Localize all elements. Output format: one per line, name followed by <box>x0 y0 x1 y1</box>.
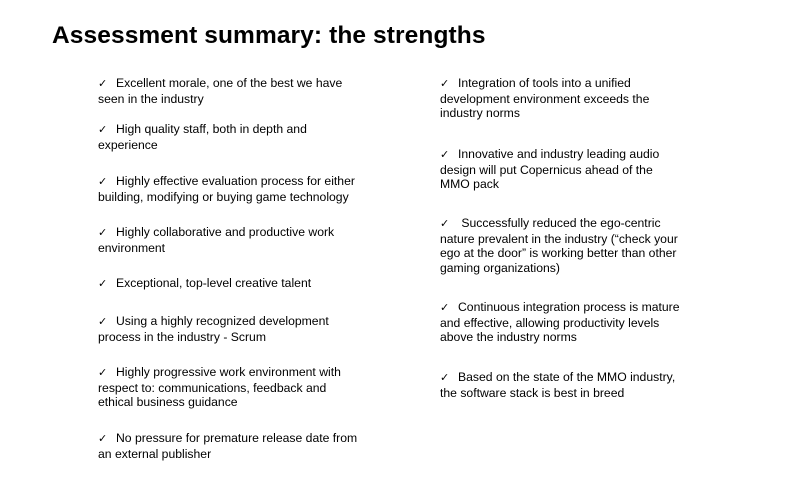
strength-text: Continuous integration process is mature and effective, allowing productivity levels above the industry norms <box>440 300 680 344</box>
checkmark-icon: ✓ <box>440 218 450 230</box>
checkmark-icon: ✓ <box>98 176 108 188</box>
strength-text: Integration of tools into a unified development environment exceeds the industry norms <box>440 76 650 120</box>
checkmark-icon: ✓ <box>440 372 450 384</box>
strength-item-scrum <box>98 314 329 344</box>
checkmark-icon: ✓ <box>440 78 450 90</box>
strength-text: Innovative and industry leading audio design will put Copernicus ahead of the MMO pack <box>440 147 660 191</box>
strength-item-staff <box>98 122 307 152</box>
strength-item-software-stack <box>440 370 675 400</box>
checkmark-icon: ✓ <box>98 433 108 445</box>
strength-item-ego <box>440 216 678 275</box>
strength-text: Successfully reduced the ego-centric nature prevalent in the industry (“check your ego at the door” is working better than other gaming organizations) <box>440 216 678 275</box>
checkmark-icon: ✓ <box>98 78 108 90</box>
checkmark-icon: ✓ <box>440 302 450 314</box>
strength-text: Exceptional, top-level creative talent <box>116 276 312 290</box>
strength-text: No pressure for premature release date from an external publisher <box>98 431 358 461</box>
checkmark-icon: ✓ <box>440 149 450 161</box>
strength-item-morale <box>98 76 342 106</box>
strength-item-collaborative <box>98 225 334 255</box>
strength-item-audio <box>440 147 659 192</box>
checkmark-icon: ✓ <box>98 278 108 290</box>
checkmark-icon: ✓ <box>98 227 108 239</box>
strength-text: Based on the state of the MMO industry, the software stack is best in breed <box>440 370 676 400</box>
strength-text: Highly effective evaluation process for either building, modifying or buying game technology <box>98 174 355 204</box>
strength-text: Excellent morale, one of the best we have seen in the industry <box>98 76 343 106</box>
strength-item-no-pressure <box>98 431 357 461</box>
strength-item-evaluation <box>98 174 355 204</box>
strength-item-progressive <box>98 365 341 410</box>
checkmark-icon: ✓ <box>98 124 108 136</box>
strength-text: High quality staff, both in depth and experience <box>98 122 307 152</box>
checkmark-icon: ✓ <box>98 316 108 328</box>
checkmark-icon: ✓ <box>98 367 108 379</box>
strength-item-tools <box>440 76 649 121</box>
strength-text: Highly collaborative and productive work environment <box>98 225 335 255</box>
strength-text: Highly progressive work environment with respect to: communications, feedback and ethical business guidance <box>98 365 341 409</box>
strength-text: Using a highly recognized development process in the industry - Scrum <box>98 314 329 344</box>
strength-item-ci <box>440 300 680 345</box>
strength-item-creative <box>98 276 311 292</box>
page-title: Assessment summary: the strengths <box>52 22 486 49</box>
